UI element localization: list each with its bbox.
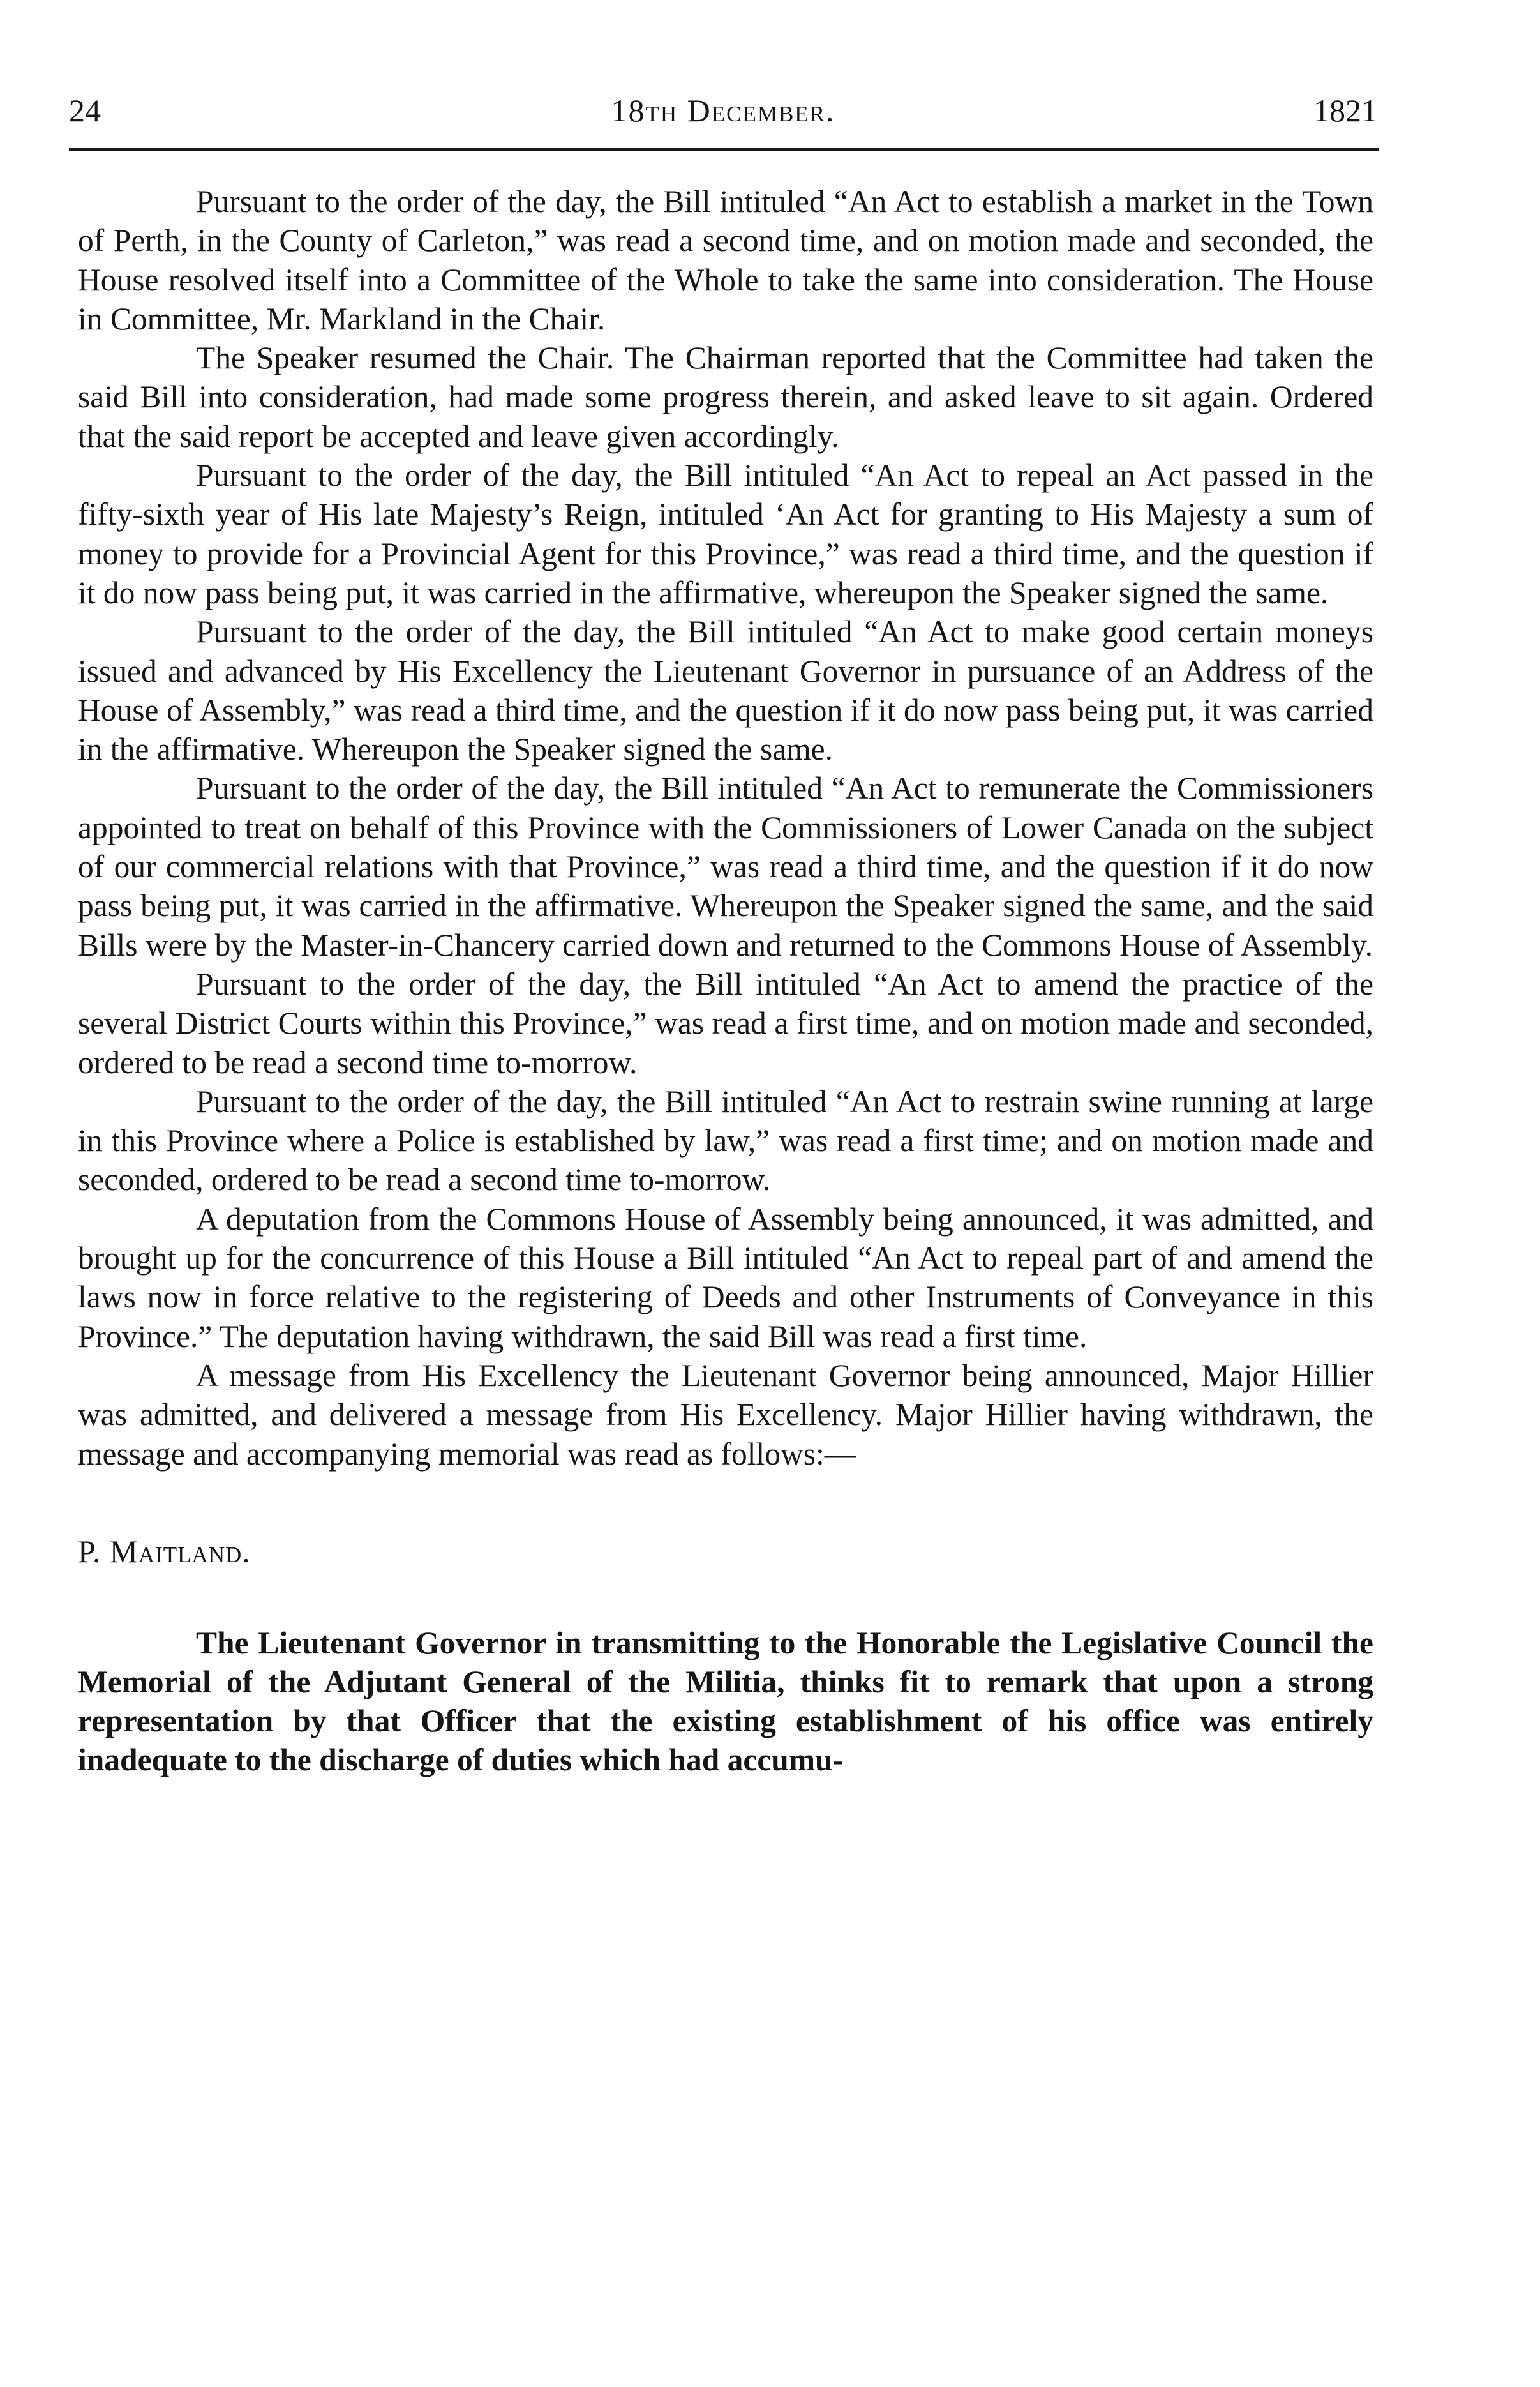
running-head-year: 1821 bbox=[1313, 93, 1377, 128]
page-number: 24 bbox=[69, 93, 101, 128]
message-paragraph: The Lieutenant Governor in transmitting to the Honorable the Legislative Council the Memorial of the Adjutant General of the Militia, thinks fit to remark that upon a strong representation by that Officer that the existing establishment of his office was entirely inadequate to the discharge of duties which had accumu- bbox=[78, 1625, 1373, 1778]
paragraph: Pursuant to the order of the day, the Bill intituled “An Act to make good certain moneys issued and advanced by His Excellency the Lieutenant Governor in pursuance of an Address of the House of Assembly,” was read a third time, and the question if it do now pass being put, it was carried in the affirmative. Whereupon the Speaker signed the same. bbox=[78, 614, 1373, 767]
paragraph: Pursuant to the order of the day, the Bill intituled “An Act to establish a market in the Town of Perth, in the County of Carleton,” was read a second time, and on motion made and seconded, the House resolved itself into a Committee of the Whole to take the same into consideration. The House in Committee, Mr. Markland in the Chair. bbox=[78, 184, 1373, 336]
paragraph: A deputation from the Commons House of Assembly being announced, it was admitted, and brought up for the concurrence of this House a Bill intituled “An Act to repeal part of and amend the laws now in force relative to the registering of Deeds and other Instruments of Conveyance in this Province.” The deputation having withdrawn, the said Bill was read a first time. bbox=[78, 1201, 1373, 1354]
signature: P. Maitland. bbox=[78, 1533, 251, 1569]
header-rule bbox=[69, 148, 1379, 151]
running-head bbox=[69, 88, 1377, 133]
paragraph: Pursuant to the order of the day, the Bill intituled “An Act to restrain swine running at large in this Province where a Police is established by law,” was read a first time; and on motion made and seconded, ordered to be read a second time to-morrow. bbox=[78, 1083, 1373, 1198]
running-head-title: 18th December. bbox=[611, 93, 835, 128]
paragraph: Pursuant to the order of the day, the Bill intituled “An Act to repeal an Act passed in the fifty-sixth year of His late Majesty’s Reign, intituled ‘An Act for granting to His Majesty a sum of money to provide for a Provincial Agent for this Province,” was read a third time, and the question if it do now pass being put, it was carried in the affirmative, whereupon the Speaker signed the same. bbox=[78, 458, 1373, 610]
paragraph: The Speaker resumed the Chair. The Chairman reported that the Committee had taken the said Bill into consideration, had made some progress therein, and asked leave to sit again. Ordered that the said report be accepted and leave given accordingly. bbox=[78, 340, 1373, 454]
paragraph: A message from His Excellency the Lieutenant Governor being announced, Major Hillier was admitted, and delivered a message from His Excellency. Major Hillier having withdrawn, the message and accompanying memorial was read as follows:— bbox=[78, 1357, 1373, 1472]
body-text bbox=[78, 182, 1373, 1779]
paragraph: Pursuant to the order of the day, the Bill intituled “An Act to remunerate the Commissioners appointed to treat on behalf of this Province with the Commissioners of Lower Canada on the subject of our commercial relations with that Province,” was read a third time, and the question if it do now pass being put, it was carried in the affirmative. Whereupon the Speaker signed the same, and the said Bills were by the Master-in-Chancery carried down and returned to the Commons House of Assembly. bbox=[78, 771, 1373, 963]
paragraph: Pursuant to the order of the day, the Bill intituled “An Act to amend the practice of the several District Courts within this Province,” was read a first time, and on motion made and seconded, ordered to be read a second time to-morrow. bbox=[78, 966, 1373, 1080]
